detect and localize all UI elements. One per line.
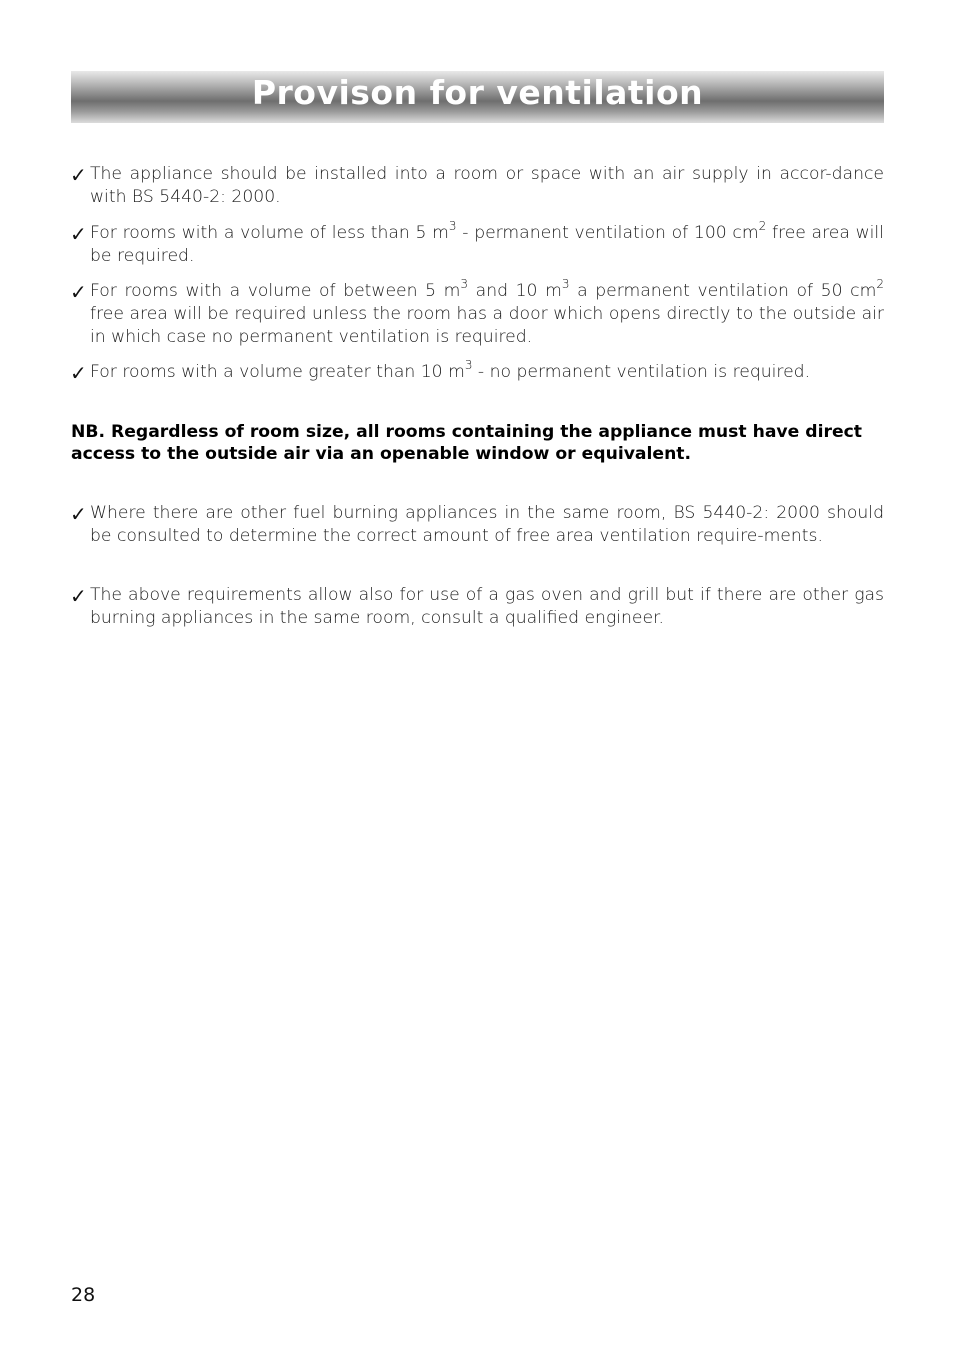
list-item-text: For rooms with a volume greater than 10 m [90,362,465,382]
list-item [71,502,884,548]
list-item-text: - permanent ventilation of 100 cm [456,223,759,243]
list-item-text: and 10 m [468,281,562,301]
list-item-text: The above requirements allow also for use of a gas oven and grill but if there are other gas burning appliances in the same room, consult a qualified engineer. [90,585,884,628]
list-item [70,277,884,349]
superscript: 3 [561,277,570,292]
list-item [70,358,884,385]
list-item-text: free area will be required unless the room has a door which opens directly to the outside air in which case no permanent ventilation is required. [90,304,884,347]
check-mark-icon: ✓ [70,163,87,187]
page-number: 28 [71,1284,96,1306]
list-item-text: free area will be required. [90,223,884,266]
check-mark-icon: ✓ [70,222,87,246]
list-item-text: For rooms with a volume of between 5 m [90,281,461,301]
list-item [71,584,884,630]
superscript: 2 [758,219,767,234]
list-item-text: - no permanent ventilation is required. [472,362,811,382]
check-mark-icon: ✓ [70,280,87,304]
list-item-text: For rooms with a volume of less than 5 m [90,223,449,243]
check-mark-icon: ✓ [70,584,87,608]
superscript: 3 [464,358,473,373]
ventilation-requirements [71,163,884,630]
check-mark-icon: ✓ [70,361,87,385]
list-item [70,219,884,268]
list-item-text: a permanent ventilation of 50 cm [569,281,877,301]
title-banner [71,71,884,123]
important-note: NB. Regardless of room size, all rooms containing the appliance must have direct access to the outside air via an openable window or equivalent. [71,422,863,464]
superscript: 3 [460,277,469,292]
page-title: Provison for ventilation [251,73,704,112]
superscript: 2 [876,277,884,292]
list-item [71,163,884,209]
superscript: 3 [448,219,457,234]
check-mark-icon: ✓ [70,502,87,526]
list-item-text: Where there are other fuel burning appliances in the same room, BS 5440-2: 2000 should be consulted to determine the correct amount of free area ventilation require-ments. [90,503,884,546]
list-item-text: The appliance should be installed into a room or space with an air supply in accor-dance with BS 5440-2: 2000. [90,164,884,207]
